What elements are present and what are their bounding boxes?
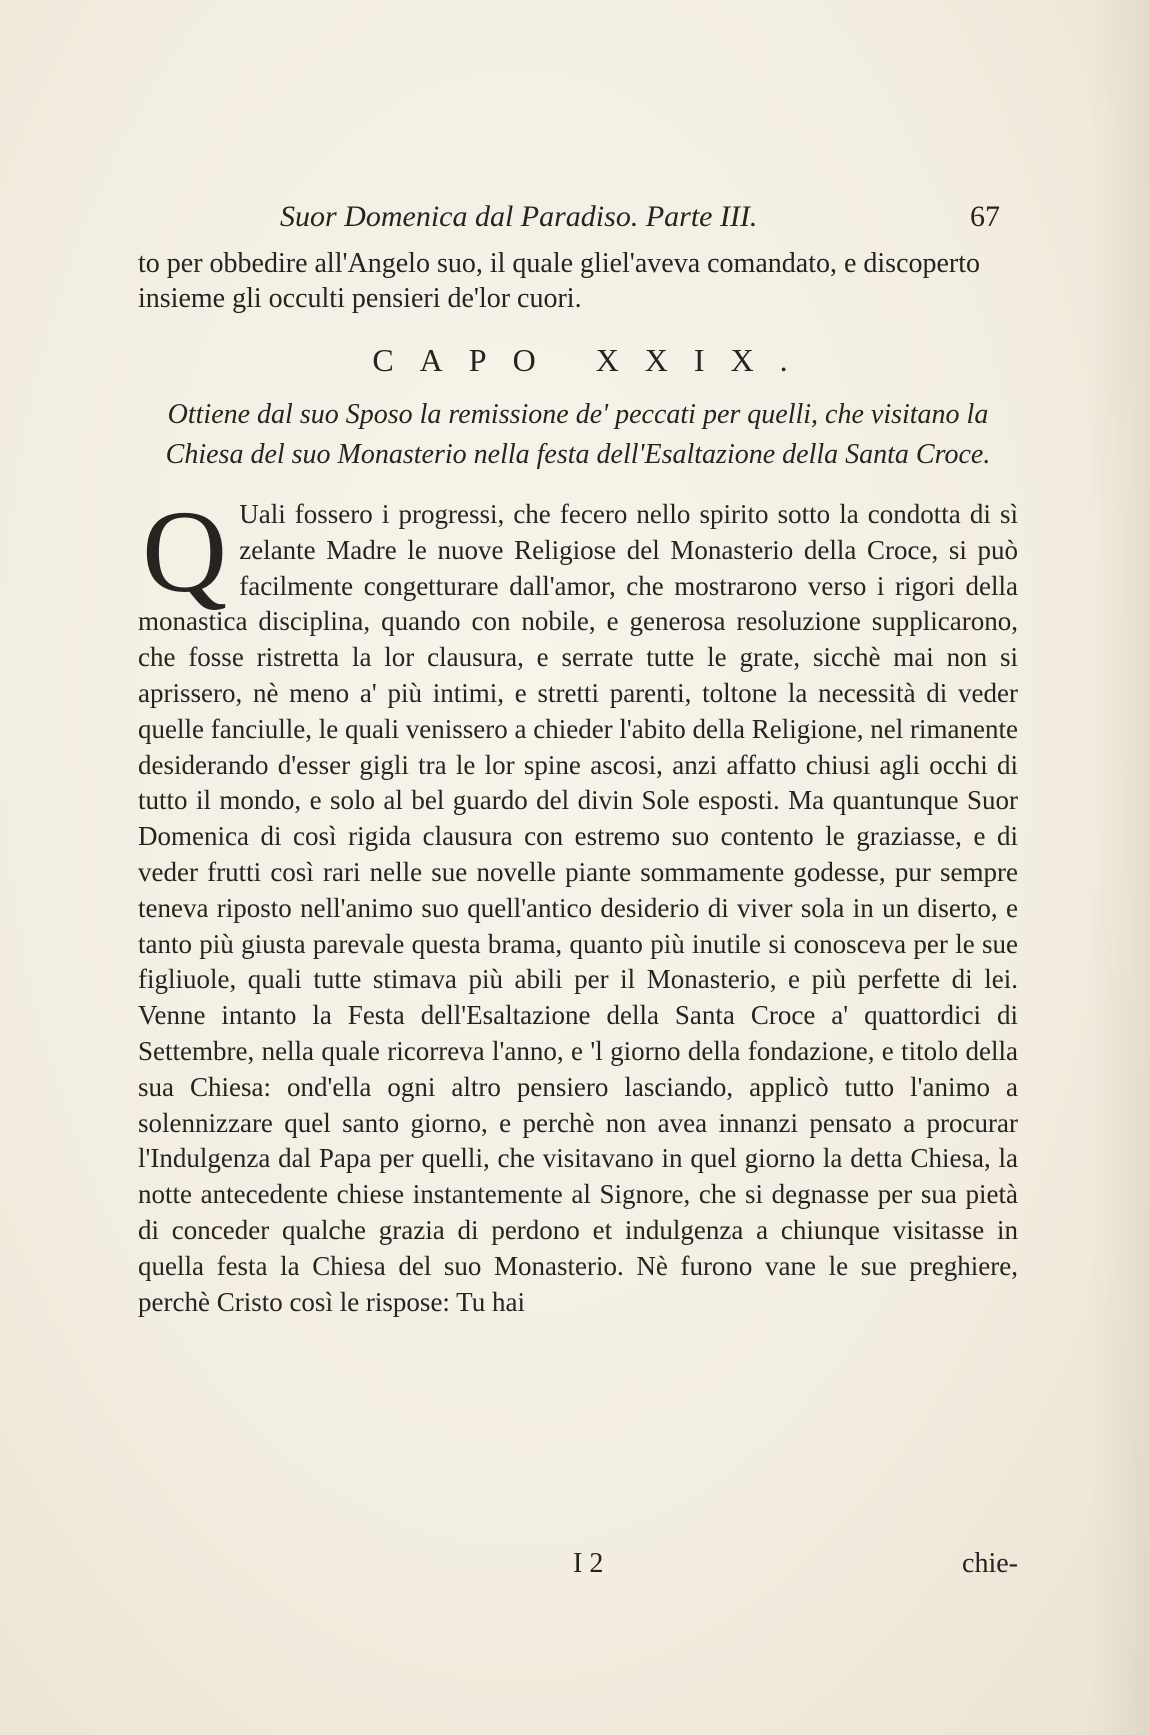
catchword: chie- [962,1548,1018,1579]
drop-cap-initial: Q [142,486,228,617]
page-edge-shadow [1090,0,1150,1735]
carryover-paragraph: to per obbedire all'Angelo suo, il quale gliel'aveva comandato, e discoperto insieme gli occulti pensieri de'lor cuori. [138,248,981,314]
running-header [280,200,1000,234]
body-text: Uali fossero i progressi, che fecero nello spirito sotto la condotta di sì zelante Madre le nuove Religiose del Monasterio della Croce, si può facilmente congetturare dall'amor, che mostrarono verso i rigori della monastica disciplina, quando con nobile, e generosa resoluzione supplicarono, che fosse ristretta la lor clausura, e serrate tutte le grate, sicchè mai non si aprissero, nè meno a' più intimi, e stretti parenti, toltone la necessità di veder quelle fanciulle, le quali venissero a chieder l'abito della Religione, nel rimanente desiderando d'esser gigli tra le lor spine ascosi, anzi affatto chiusi agli occhi di tutto il mondo, e solo al bel guardo del divin Sole esposti. Ma quantunque Suor Domenica di così rigida clausura con estremo suo contento le graziasse, e di veder frutti così rari nelle sue novelle piante sommamente godesse, pur sempre teneva riposto nell'animo suo quell'antico desiderio di viver sola in un diserto, e tanto più giusta parevale questa brama, quanto più inutile si conosceva per le sue figliuole, quali tutte stimava più abili per il Monasterio, e più perfette di lei. Venne intanto la Festa dell'Esaltazione della Santa Croce a' quattordici di Settembre, nella quale ricorreva l'anno, e 'l giorno della fondazione, e titolo della sua Chiesa: ond'ella ogni altro pensiero lasciando, applicò tutto l'animo a solennizzare quel santo giorno, e perchè non avea innanzi pensato a procurar l'Indulgenza dal Papa per quelli, che visitavano in quel giorno la detta Chiesa, la notte antecedente chiese instantemente al Signore, che si degnasse per sua pietà di conceder qualche grazia di perdono et indulgenza a chiunque visitasse in quella festa la Chiesa del suo Monasterio. Nè furono vane le sue preghiere, perchè Cristo così le rispose: Tu hai [138,499,1018,1317]
page-number: 67 [970,200,1000,233]
chapter-summary: Ottiene dal suo Sposo la remissione de' peccati per quelli, che visitano la Chiesa del suo Monasterio nella festa dell'Esaltazione della Santa Croce. [165,399,991,470]
chapter-title: CAPO XXIX. [372,342,814,378]
running-title: Suor Domenica dal Paradiso. Parte III. [280,200,758,233]
page-content [138,246,1018,1320]
signature-mark: I 2 [573,1548,604,1579]
body-paragraph [138,486,1018,1320]
page-footer [138,1548,1018,1588]
